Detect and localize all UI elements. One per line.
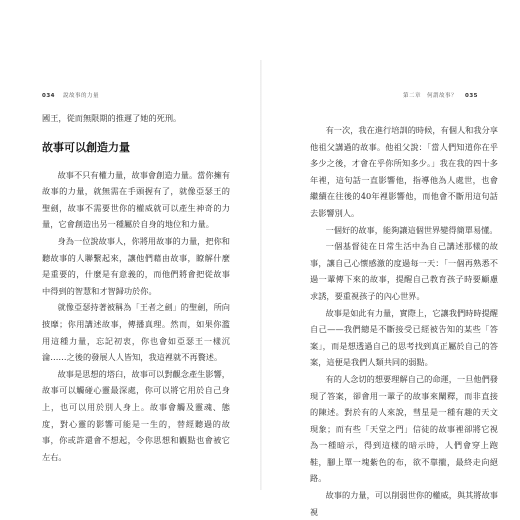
left-page-body xyxy=(42,110,230,465)
right-running-title: 第二章 何謂故事？ xyxy=(403,93,458,99)
paragraph: 故事是如此有力量，實際上，它讓我們時時提醒自己——我們總是不斷接受已經被告知的某些「答案」，而是想透過自己的思考找到真正屬於自己的答案，這便是我們人類共同的弱點。 xyxy=(310,307,498,368)
right-page-body xyxy=(310,122,498,520)
right-page xyxy=(262,0,520,517)
paragraph: 身為一位說故事人，你將用故事的力量，把你和聽故事的人聯繫起來，讓他們藉由故事，瞭解什麼是重要的，什麼是有意義的，而他們將會把從故事中得到的智慧和才智歸功於你。 xyxy=(42,235,230,296)
left-page xyxy=(0,0,262,500)
paragraph: 有一次，我在進行培訓的時候，有個人和我分享他祖父講過的故事。他祖父說：「當人們知道你在乎多少之後，才會在乎你所知多少。」我在我的四十多年裡，這句話一直影響他，指導他為人處世，也會繼續在往後的40年裡影響他，而他會不斷用這句話去影響別人。 xyxy=(310,125,498,218)
paragraph: 故事是思想的塔臼，故事可以對觀念產生影響，故事可以觸碰心靈最深處，你可以將它用於自己身上，也可以用於別人身上。故事會觸及靈魂、態度，對心靈的影響可能是一生的，替經聽過的故事，你或許還會不想起，令你思想和觀點也會被它左右。 xyxy=(42,368,230,462)
paragraph: 一個基督徒在日常生活中為自己講述那樣的故事，讓自己心懷感激的度過每一天：「一個再熟悉不過一輩傳下來的故事，提醒自己教育孩子時要顧慮求誘，要重視孩子的內心世界。 xyxy=(310,241,498,301)
paragraph: 一個好的故事，能夠讓這個世界變得簡單易懂。 xyxy=(325,224,498,235)
left-running-header xyxy=(42,91,99,99)
right-running-header xyxy=(403,91,478,99)
paragraph: 故事的力量，可以削弱世你的權威，與其將故事視 xyxy=(310,490,498,517)
section-heading: 故事可以創造力量 xyxy=(42,140,130,154)
paragraph: 就像亞瑟持著被稱為「王者之劍」的聖劍，所向披靡；你用講述故事，傳播真理。然而，如果你濫用這種力量，忘記初衷，你也會如亞瑟王一樣沉淪……之後的發展人人皆知，我這裡就不再贅述。 xyxy=(42,302,230,363)
paragraph: 故事不只有權力量，故事會創造力量。當你擁有故事的力量，就無需在手頭握有了，就像亞瑟王的聖劍，故事不需要世你的權威就可以產生神奇的力量，它會創造出另一種屬於自身的地位和力量。 xyxy=(42,169,230,230)
paragraph: 國王，從而無限期的推遲了她的死刑。 xyxy=(42,113,182,123)
right-page-number: 035 xyxy=(465,93,478,99)
left-page-number: 034 xyxy=(42,93,55,99)
paragraph: 有的人念切的想要理解自己的命運，一旦他們發現了答案，卻會用一輩子的故事來闡釋，而非直接的陳述。對於有的人來說，彗星是一種有趣的天文現象；而有些「天堂之門」信徒的故事裡卻將它視為一種暗示，得到這樣的暗示時，人們會穿上跑鞋，腳上單一塊紫色的布，欲不靠攏，最終走向絕路。 xyxy=(310,373,498,484)
left-running-title: 說故事的力量 xyxy=(62,93,99,99)
